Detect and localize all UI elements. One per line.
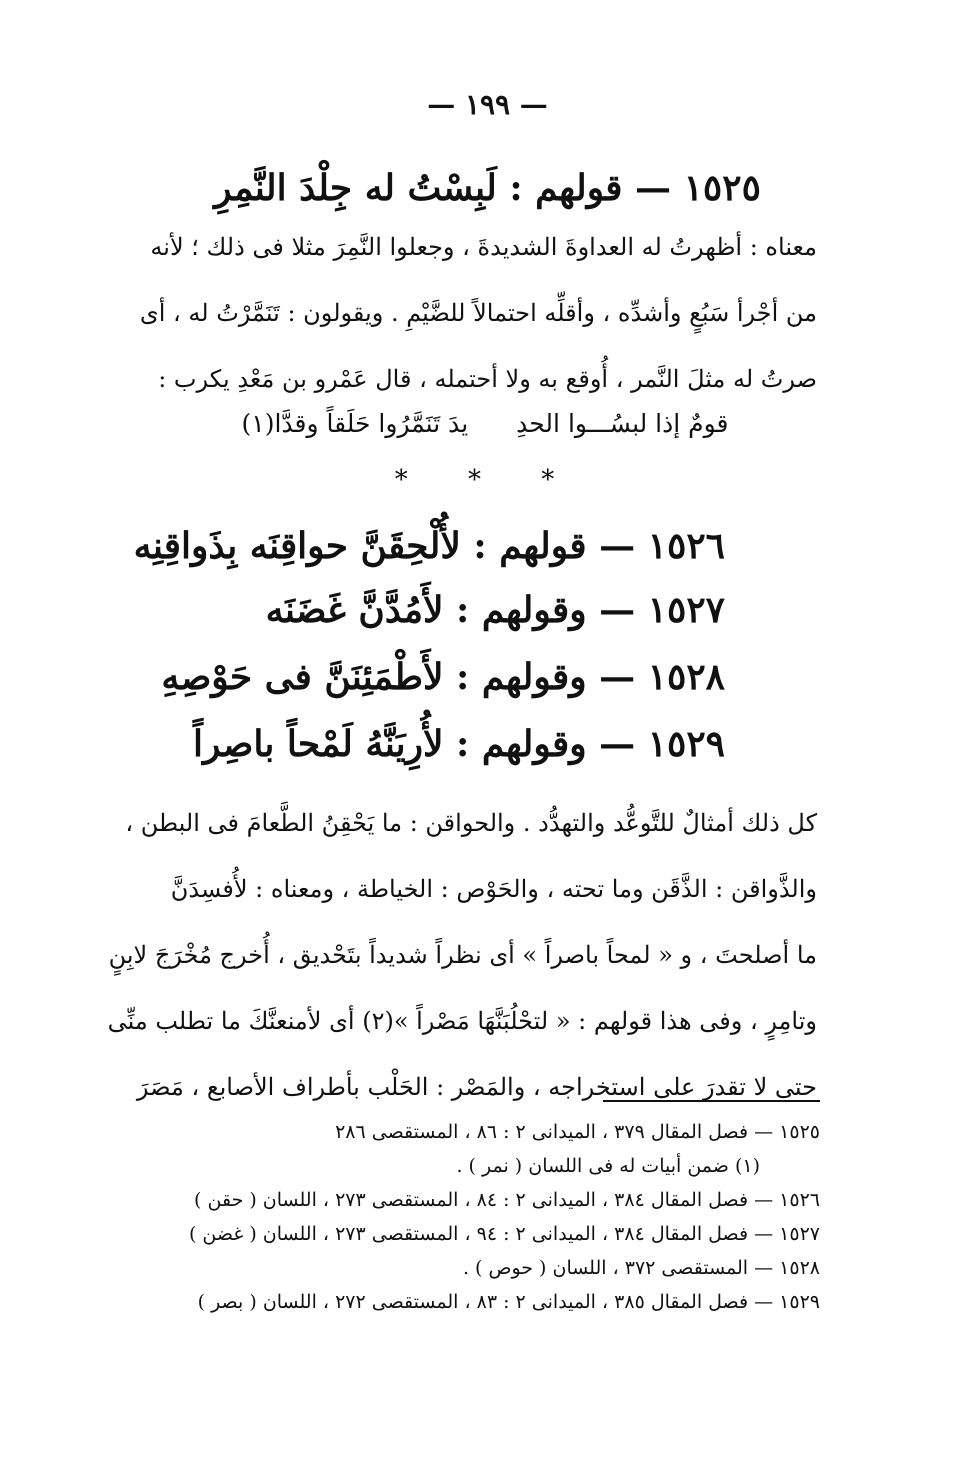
entry-1525-text xyxy=(139,214,817,412)
verse-hemistich-first: قومٌ إذا لبسُـــوا الحدِ xyxy=(516,409,729,438)
text-line: ما أصلحتَ ، و « لمحاً باصراً » أى نظراً شديداً بتَحْديق ، أُخرج مُخْرَجَ لابِنٍ xyxy=(108,941,817,969)
footnote-1527: ١٥٢٧ — فصل المقال ٣٨٤ ، الميدانى ٢ : ٩٤ ، المستقصى ٢٧٣ ، اللسان ( غضن ) xyxy=(188,1223,820,1245)
text-line: من أجْرأ سَبُعٍ وأشدِّه ، وأقلِّه احتمالاً للضَّيْمِ . ويقولون : تَنَمَّرْتُ له ، أى xyxy=(139,299,817,327)
footnote-divider xyxy=(603,1100,820,1102)
entry-heading-1526: ١٥٢٦ — قولهم : لأُلْحِقَنَّ حواقِنَه بِذَواقِنِه xyxy=(133,525,725,567)
footnote-1529: ١٥٢٩ — فصل المقال ٣٨٥ ، الميدانى ٢ : ٨٣ ، المستقصى ٢٧٢ ، اللسان ( بصر ) xyxy=(197,1291,820,1313)
entry-heading-1528: ١٥٢٨ — وقولهم : لأَطْمَئِنَنَّ فى حَوْصِهِ xyxy=(161,656,725,698)
entry-heading-1525: ١٥٢٥ — قولهم : لَبِسْتُ له جِلْدَ النَّمِرِ xyxy=(214,167,761,209)
text-line: وتامِرٍ ، وفى هذا قولهم : « لتحْلُبَنَّهَا مَصْراً »(٢) أى لأمنعنَّكَ ما تطلب منِّى xyxy=(107,1007,817,1035)
text-line: معناه : أظهرتُ له العداوةَ الشديدةَ ، وجعلوا النَّمِرَ مثلا فى ذلك ؛ لأنه xyxy=(150,233,817,261)
text-line: حتى لا تقدرَ على استخراجه ، والمَصْر : الحَلْب بأطراف الأصابع ، مَصَرَ xyxy=(136,1073,817,1101)
text-line: صرتُ له مثلَ النَّمر ، أُوقع به ولا أحتمله ، قال عَمْرو بن مَعْدِ يكرب : xyxy=(158,365,817,393)
page-number: — ١٩٩ — xyxy=(427,88,548,121)
verse-hemistich-second: يدَ تَنَمَّرُوا حَلَقاً وقدَّا(١) xyxy=(241,409,469,438)
footnote-1525: ١٥٢٥ — فصل المقال ٣٧٩ ، الميدانى ٢ : ٨٦ ، المستقصى ٢٨٦ xyxy=(335,1121,820,1143)
section-separator: * * * xyxy=(394,465,581,495)
entry-heading-1527: ١٥٢٧ — وقولهم : لأَمُدَّنَّ غَضَنَه xyxy=(265,589,725,631)
footnote-1: (١) ضمن أبيات له فى اللسان ( نمر ) . xyxy=(456,1155,760,1177)
footnote-1526: ١٥٢٦ — فصل المقال ٣٨٤ ، الميدانى ٢ : ٨٤ ، المستقصى ٢٧٣ ، اللسان ( حقن ) xyxy=(194,1189,820,1211)
entries-1526-1529-text xyxy=(107,790,817,1120)
footnotes xyxy=(170,1115,820,1319)
footnote-1528: ١٥٢٨ — المستقصى ٣٧٢ ، اللسان ( حوص ) . xyxy=(462,1257,820,1279)
poetry-verse xyxy=(225,402,745,446)
text-line: والذَّواقن : الذَّقَن وما تحته ، والحَوْص : الخياطة ، ومعناه : لأُفسِدَنَّ xyxy=(170,875,817,903)
text-line: كل ذلك أمثالٌ للتَّوعُّد والتهدُّد . والحواقن : ما يَحْقِنُ الطَّعامَ فى البطن ، xyxy=(125,809,817,837)
entry-heading-1529: ١٥٢٩ — وقولهم : لأُرِيَنَّهُ لَمْحاً باصِراً xyxy=(192,723,725,765)
